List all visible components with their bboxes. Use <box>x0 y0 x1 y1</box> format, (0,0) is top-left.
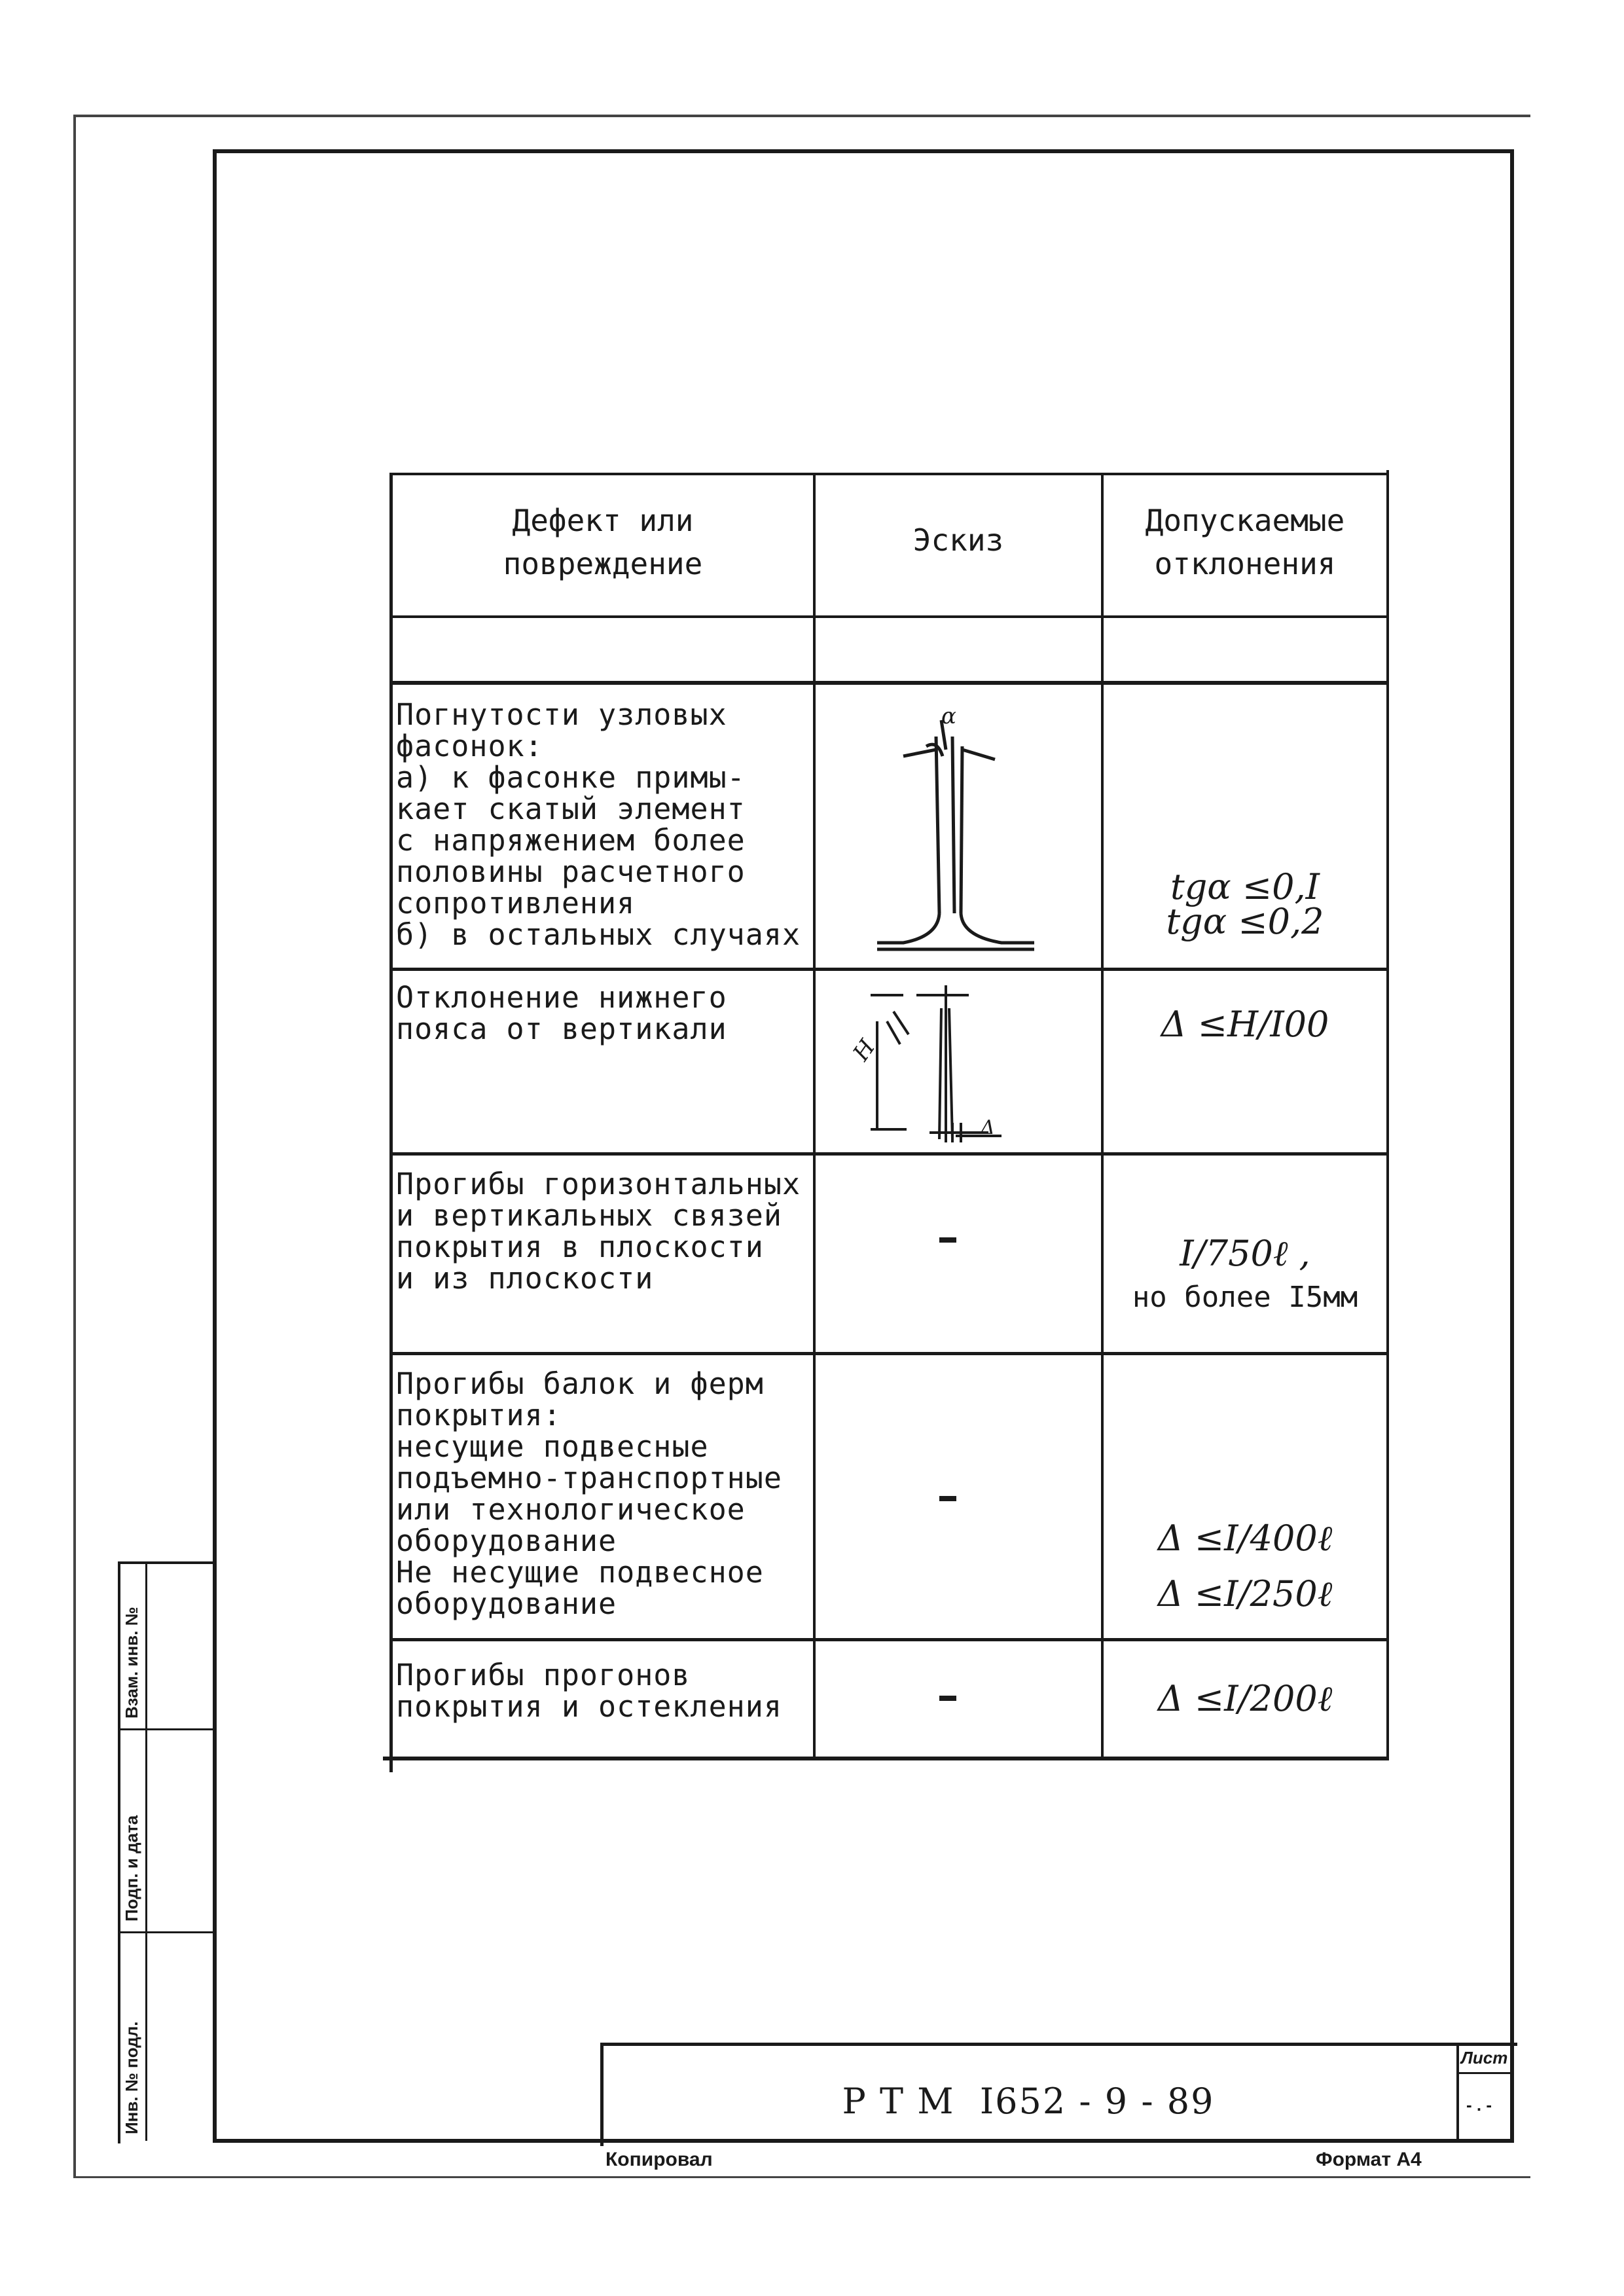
row-5-tolerance: Δ ≤I/200ℓ <box>1157 1678 1333 1719</box>
row-2-deviation-sketch <box>818 982 1100 1149</box>
row-3-defect: Прогибы горизонтальных и вертикальных связей покрытия в плоскости и из плоскости <box>396 1167 801 1296</box>
row-4-tolerance-a: Δ ≤I/400ℓ <box>1157 1518 1333 1559</box>
row-1-tolerance-a: tgα ≤0,I <box>1170 866 1320 907</box>
footer-copied: Копировал <box>605 2149 713 2170</box>
row-1-defect: Погнутости узловых фасонок: а) к фасонке примы- кает скатый элемент с напряжением более половины расчетного сопротивления б) в остальных случаях <box>396 697 801 952</box>
row-2-delta-label: Δ <box>981 1116 995 1139</box>
header-defect: Дефект или повреждение <box>503 503 703 581</box>
row-3-tolerance-a: I/750ℓ , <box>1180 1233 1310 1274</box>
header-tolerance: Допускаемые отклонения <box>1145 503 1345 581</box>
row-5-defect: Прогибы прогонов покрытия и остекления <box>396 1658 782 1724</box>
row-3-sketch-dash <box>939 1237 956 1243</box>
side-label-signature-date: Подп. и дата <box>122 1815 141 1922</box>
document-code: Р Т М I652 - 9 - 89 <box>842 2081 1215 2122</box>
footer-format: Формат А4 <box>1316 2149 1422 2170</box>
row-1-gusset-sketch <box>864 684 1060 959</box>
side-label-inv-original: Инв. № подл. <box>122 2021 141 2134</box>
row-1-alpha-label: α <box>941 703 956 729</box>
header-sketch: Эскиз <box>912 522 1004 558</box>
side-label-replaced-inv: Взам. инв. № <box>122 1607 141 1719</box>
row-3-tolerance-b: но более I5мм <box>1132 1281 1358 1314</box>
row-4-defect: Прогибы балок и ферм покрытия: несущие подвесные подъемно-транспортные или технологическое оборудование Не несущие подвесное оборудование <box>396 1366 782 1621</box>
row-1-tolerance-b: tgα ≤0,2 <box>1166 901 1324 942</box>
row-5-sketch-dash <box>939 1696 956 1701</box>
row-2-defect: Отклонение нижнего пояса от вертикали <box>396 980 727 1046</box>
sheet-label: Лист <box>1461 2048 1508 2068</box>
row-4-tolerance-b: Δ ≤I/250ℓ <box>1157 1573 1333 1614</box>
row-4-sketch-dash <box>939 1496 956 1501</box>
sheet-number: - . - <box>1466 2095 1492 2115</box>
row-2-tolerance: Δ ≤H/I00 <box>1161 1004 1329 1045</box>
row-2-height-label: H <box>848 1034 881 1066</box>
